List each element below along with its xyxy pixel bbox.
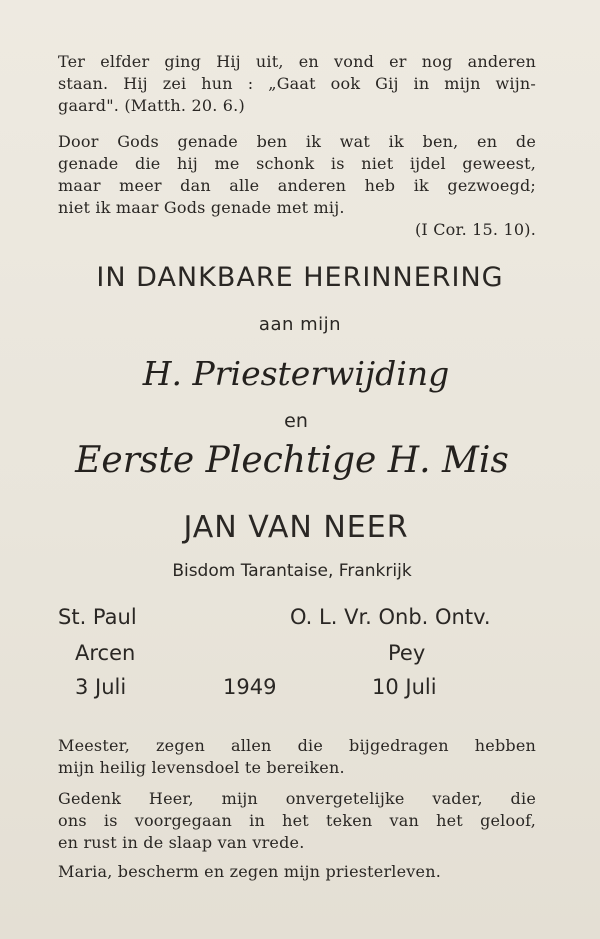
prayer-line: ons is voorgegaan in het teken van het geloof, bbox=[58, 811, 536, 830]
scripture-quote-corinthians bbox=[58, 131, 536, 241]
eerste-mis-title: Eerste Plechtige H. Mis bbox=[75, 440, 509, 481]
prayer-line: en rust in de slaap van vrede. bbox=[58, 833, 305, 852]
prayer-line: Gedenk Heer, mijn onvergetelijke vader, die bbox=[58, 789, 536, 808]
priest-name: JAN VAN NEER bbox=[183, 510, 409, 545]
aan-mijn-text: aan mijn bbox=[258, 314, 342, 335]
quote-reference: (I Cor. 15. 10). bbox=[414, 220, 536, 239]
left-date: 3 Juli bbox=[75, 675, 127, 699]
quote-line: niet ik maar Gods genade met mij. bbox=[58, 198, 345, 217]
quote-line: maar meer dan alle anderen heb ik gezwoegd; bbox=[58, 176, 536, 195]
year: 1949 bbox=[223, 675, 277, 699]
right-date: 10 Juli bbox=[372, 675, 437, 699]
scripture-quote-matthew bbox=[58, 51, 536, 117]
right-town: Pey bbox=[388, 641, 426, 665]
prayer-line: Maria, bescherm en zegen mijn priesterleven. bbox=[58, 862, 441, 881]
prayer-line: Meester, zegen allen die bijgedragen hebben bbox=[58, 736, 536, 755]
quote-line: genade die hij me schonk is niet ijdel geweest, bbox=[58, 154, 536, 173]
quote-line: Door Gods genade ben ik wat ik ben, en de bbox=[58, 132, 536, 151]
quote-line: staan. Hij zei hun : „Gaat ook Gij in mijn wijn- bbox=[58, 74, 536, 93]
quote-line: Ter elfder ging Hij uit, en vond er nog anderen bbox=[58, 52, 536, 71]
heading: IN DANKBARE HERINNERING bbox=[96, 262, 504, 293]
prayer-blessing bbox=[58, 735, 536, 779]
prayer-line: mijn heilig levensdoel te bereiken. bbox=[58, 758, 345, 777]
priesterwijding-title: H. Priesterwijding bbox=[142, 354, 450, 393]
quote-line: gaard". (Matth. 20. 6.) bbox=[58, 96, 245, 115]
diocese-text: Bisdom Tarantaise, Frankrijk bbox=[172, 561, 412, 581]
prayer-maria bbox=[58, 861, 536, 883]
right-church: O. L. Vr. Onb. Ontv. bbox=[290, 605, 491, 629]
left-town: Arcen bbox=[75, 641, 136, 665]
prayer-father bbox=[58, 788, 536, 854]
en-text: en bbox=[284, 410, 308, 432]
left-church: St. Paul bbox=[58, 605, 137, 629]
